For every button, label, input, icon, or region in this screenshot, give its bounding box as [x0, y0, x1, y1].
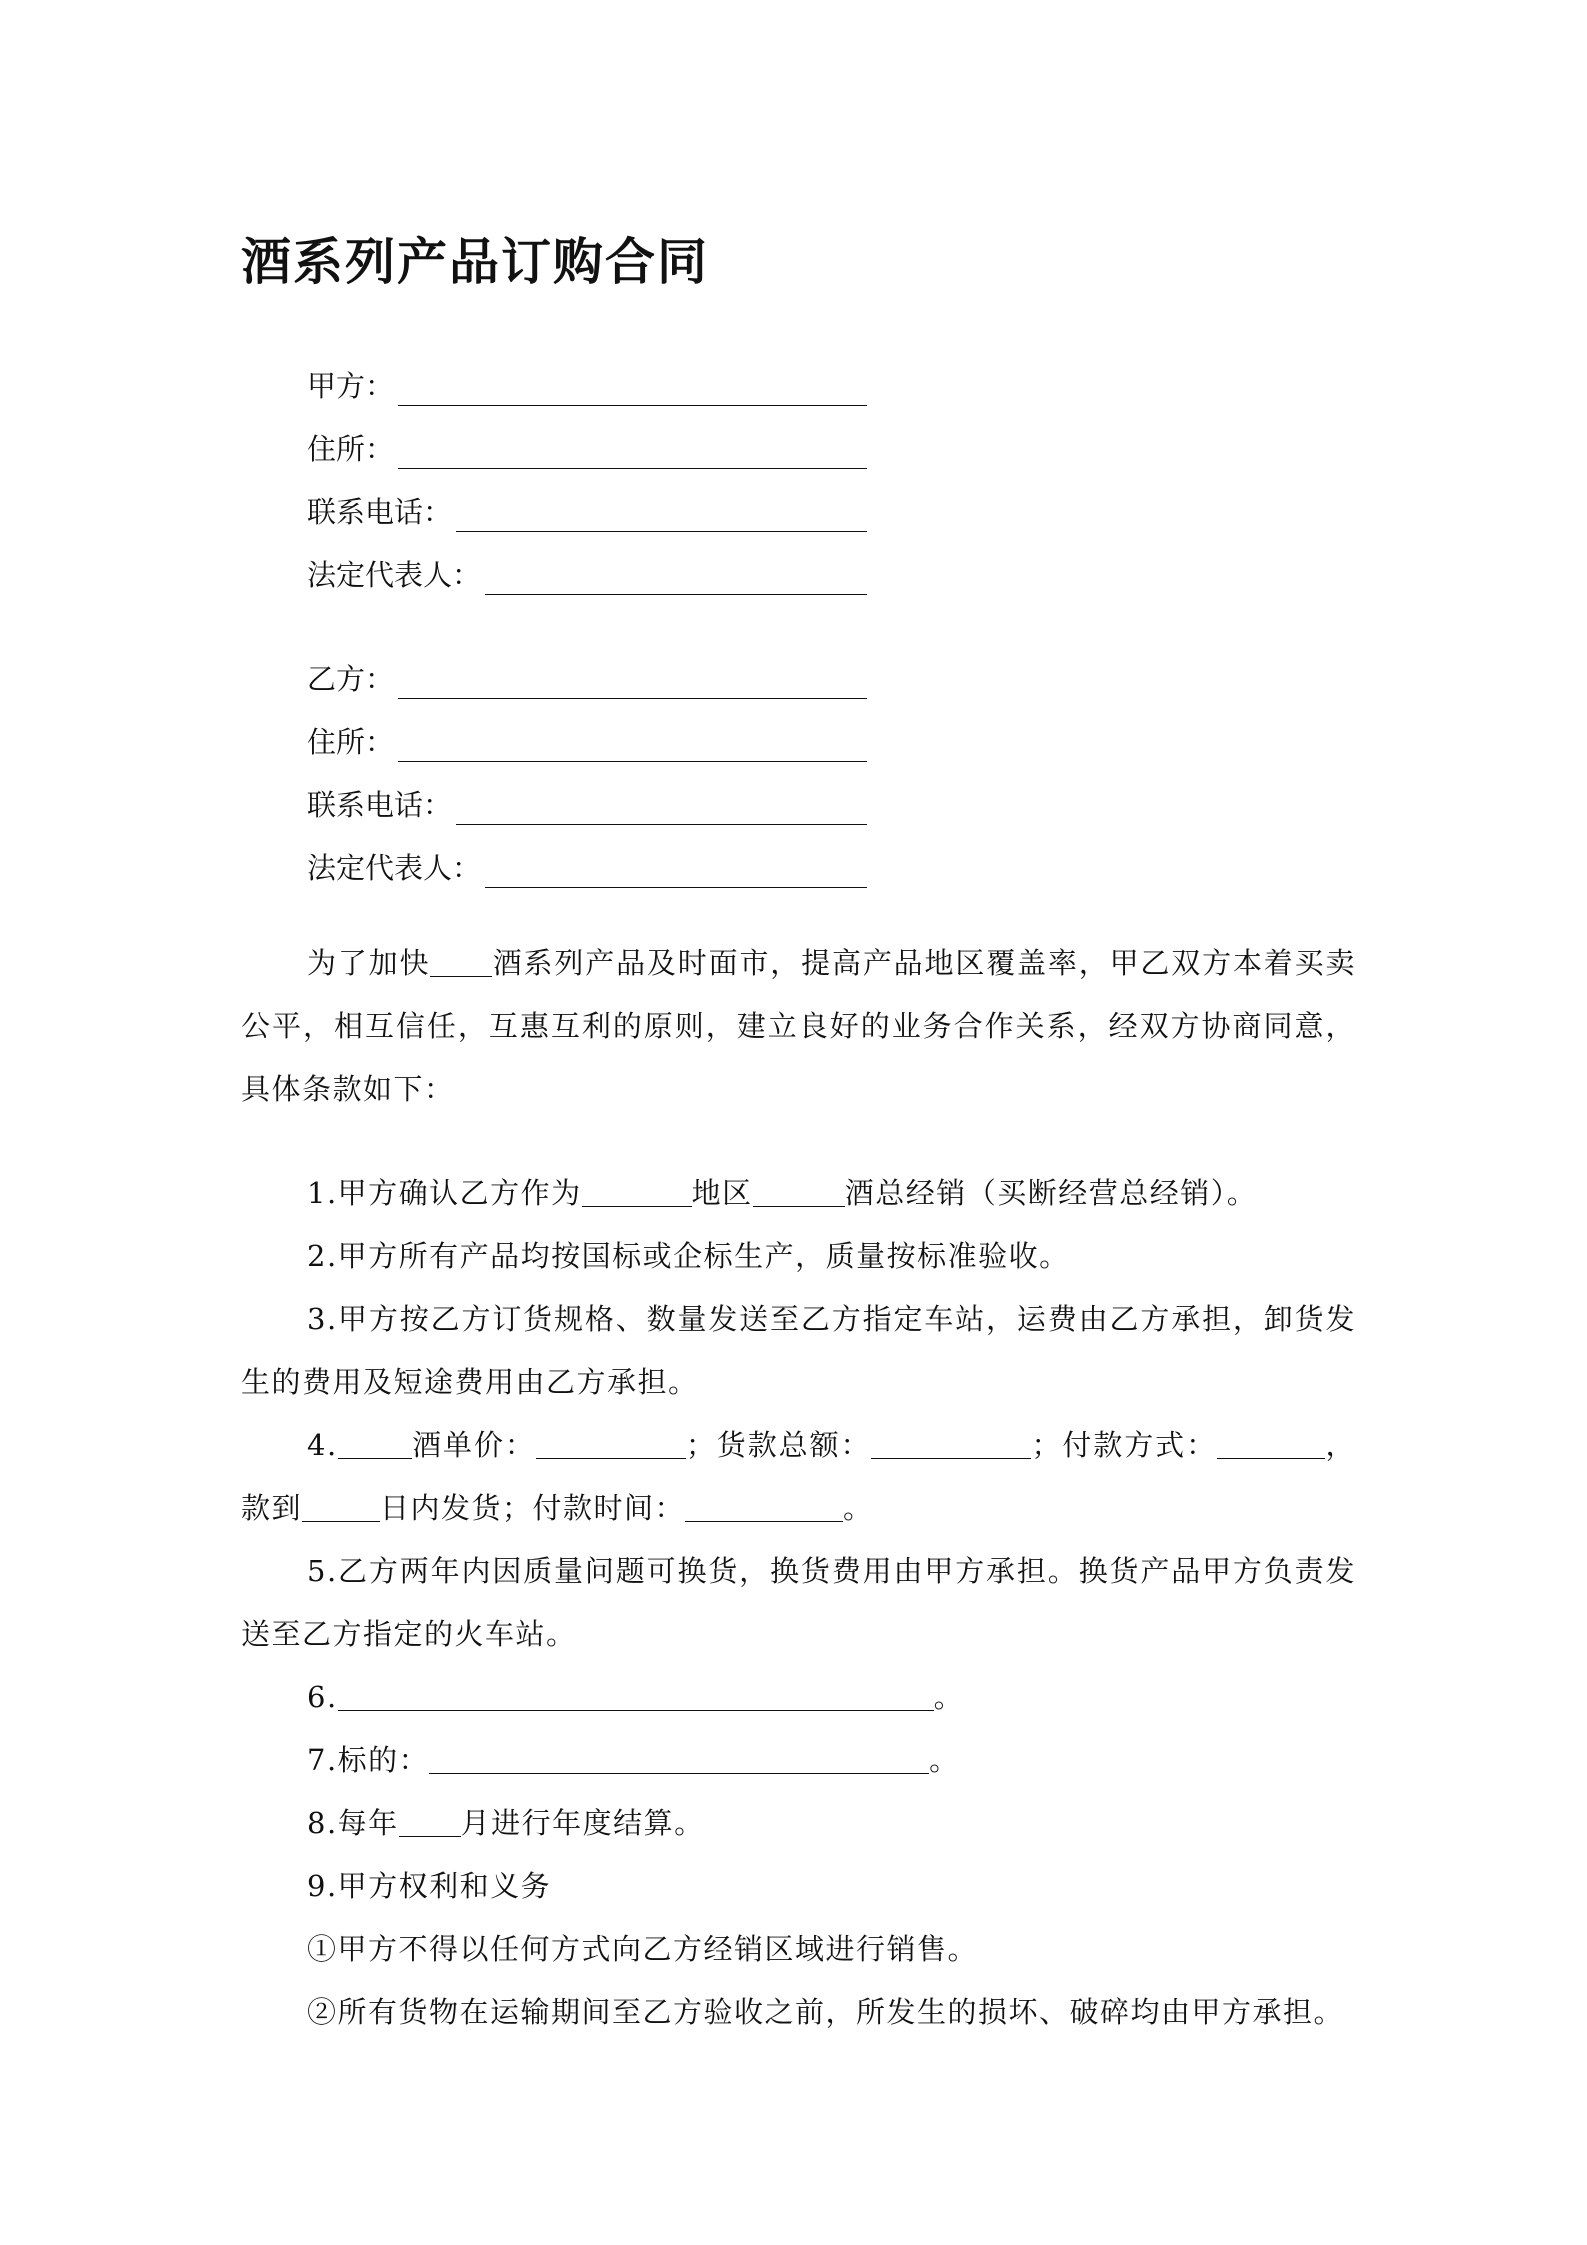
blank-line[interactable] — [398, 723, 867, 762]
blank-line[interactable] — [398, 367, 867, 406]
clause-3 — [241, 1288, 1356, 1414]
clause-text: 1.甲方确认乙方作为 — [307, 1176, 582, 1210]
clause-text: 酒单价： — [411, 1428, 536, 1462]
clause-text: ；货款总额： — [685, 1428, 872, 1462]
clause-8 — [241, 1792, 1356, 1855]
blank-line[interactable] — [398, 660, 867, 699]
clause-text: 月进行年度结算。 — [460, 1806, 705, 1840]
clause-6 — [241, 1666, 1356, 1729]
clause-text: 3.甲方按乙方订货规格、数量发送至乙方指定车站，运费由乙方承担，卸货发生的费用及短途费用由乙方承担。 — [241, 1302, 1356, 1399]
clause-text: 6. — [307, 1680, 338, 1714]
blank-line[interactable] — [430, 948, 492, 977]
blank-line[interactable] — [456, 786, 867, 825]
clause-7 — [241, 1729, 1356, 1792]
blank-line[interactable] — [398, 430, 867, 469]
field-label: 法定代表人： — [307, 851, 482, 885]
intro-text: 酒系列产品及时面市，提高产品地区覆盖率，甲乙双方本着买卖公平，相互信任，互惠互利的原则，建立良好的业务合作关系，经双方协商同意，具体条款如下： — [241, 946, 1356, 1106]
clause-9 — [241, 1855, 1356, 1918]
clause-text: 地区 — [691, 1176, 753, 1210]
clause-2 — [241, 1225, 1356, 1288]
blank-line[interactable] — [302, 1493, 380, 1522]
clause-text: 。 — [933, 1680, 965, 1714]
clause-text: 。 — [843, 1491, 874, 1525]
clause-text: 8.每年 — [307, 1806, 399, 1840]
intro-paragraph — [241, 932, 1356, 1121]
blank-line[interactable] — [871, 1430, 1031, 1459]
clause-4 — [241, 1414, 1356, 1540]
clause-text: 酒总经销（买断经营总经销）。 — [844, 1176, 1258, 1210]
clause-text: ；付款方式： — [1031, 1428, 1218, 1462]
blank-line[interactable] — [753, 1178, 845, 1207]
clause-text: 2.甲方所有产品均按国标或企标生产，质量按标准验收。 — [307, 1239, 1070, 1273]
party-a-address-field[interactable] — [307, 412, 867, 475]
party-b-address-field[interactable] — [307, 705, 867, 768]
clause-9-item-2 — [241, 1981, 1356, 2044]
party-b-phone-field[interactable] — [307, 768, 867, 831]
clause-text: 。 — [929, 1743, 960, 1777]
blank-line[interactable] — [485, 849, 867, 888]
clause-text: ①甲方不得以任何方式向乙方经销区域进行销售。 — [307, 1932, 979, 1966]
clauses-block — [241, 1162, 1356, 2044]
party-a-name-field[interactable] — [307, 349, 867, 412]
field-label: 联系电话： — [307, 495, 453, 529]
blank-line[interactable] — [1217, 1430, 1325, 1459]
party-b-block — [307, 642, 867, 894]
clause-text: 7.标的： — [307, 1743, 430, 1777]
field-label: 住所： — [307, 432, 395, 466]
field-label: 住所： — [307, 725, 395, 759]
blank-line[interactable] — [685, 1493, 843, 1522]
clause-text: 5.乙方两年内因质量问题可换货，换货费用由甲方承担。换货产品甲方负责发送至乙方指定的火车站。 — [241, 1554, 1356, 1651]
party-a-phone-field[interactable] — [307, 475, 867, 538]
blank-line[interactable] — [582, 1178, 692, 1207]
clause-text: 日内发货；付款时间： — [380, 1491, 686, 1525]
clause-text: ②所有货物在运输期间至乙方验收之前，所发生的损坏、破碎均由甲方承担。 — [307, 1995, 1345, 2029]
blank-line[interactable] — [485, 556, 867, 595]
page-title: 酒系列产品订购合同 — [241, 232, 709, 291]
clause-5 — [241, 1540, 1356, 1666]
clause-9-item-1 — [241, 1918, 1356, 1981]
field-label: 法定代表人： — [307, 558, 482, 592]
blank-line[interactable] — [399, 1808, 461, 1837]
party-b-name-field[interactable] — [307, 642, 867, 705]
blank-line[interactable] — [456, 493, 867, 532]
field-label: 甲方： — [307, 369, 395, 403]
clause-text: ，款到 — [241, 1428, 1356, 1525]
party-a-block — [307, 349, 867, 601]
clause-1 — [241, 1162, 1356, 1225]
blank-line[interactable] — [338, 1430, 412, 1459]
clause-text: 9.甲方权利和义务 — [307, 1869, 552, 1903]
field-label: 乙方： — [307, 662, 395, 696]
field-label: 联系电话： — [307, 788, 453, 822]
blank-line[interactable] — [338, 1682, 934, 1711]
clause-text: 4. — [307, 1428, 338, 1462]
intro-text: 为了加快 — [307, 946, 431, 980]
blank-line[interactable] — [429, 1745, 929, 1774]
intro-paragraph-block — [241, 932, 1356, 1121]
party-a-representative-field[interactable] — [307, 538, 867, 601]
blank-line[interactable] — [536, 1430, 686, 1459]
party-b-representative-field[interactable] — [307, 831, 867, 894]
